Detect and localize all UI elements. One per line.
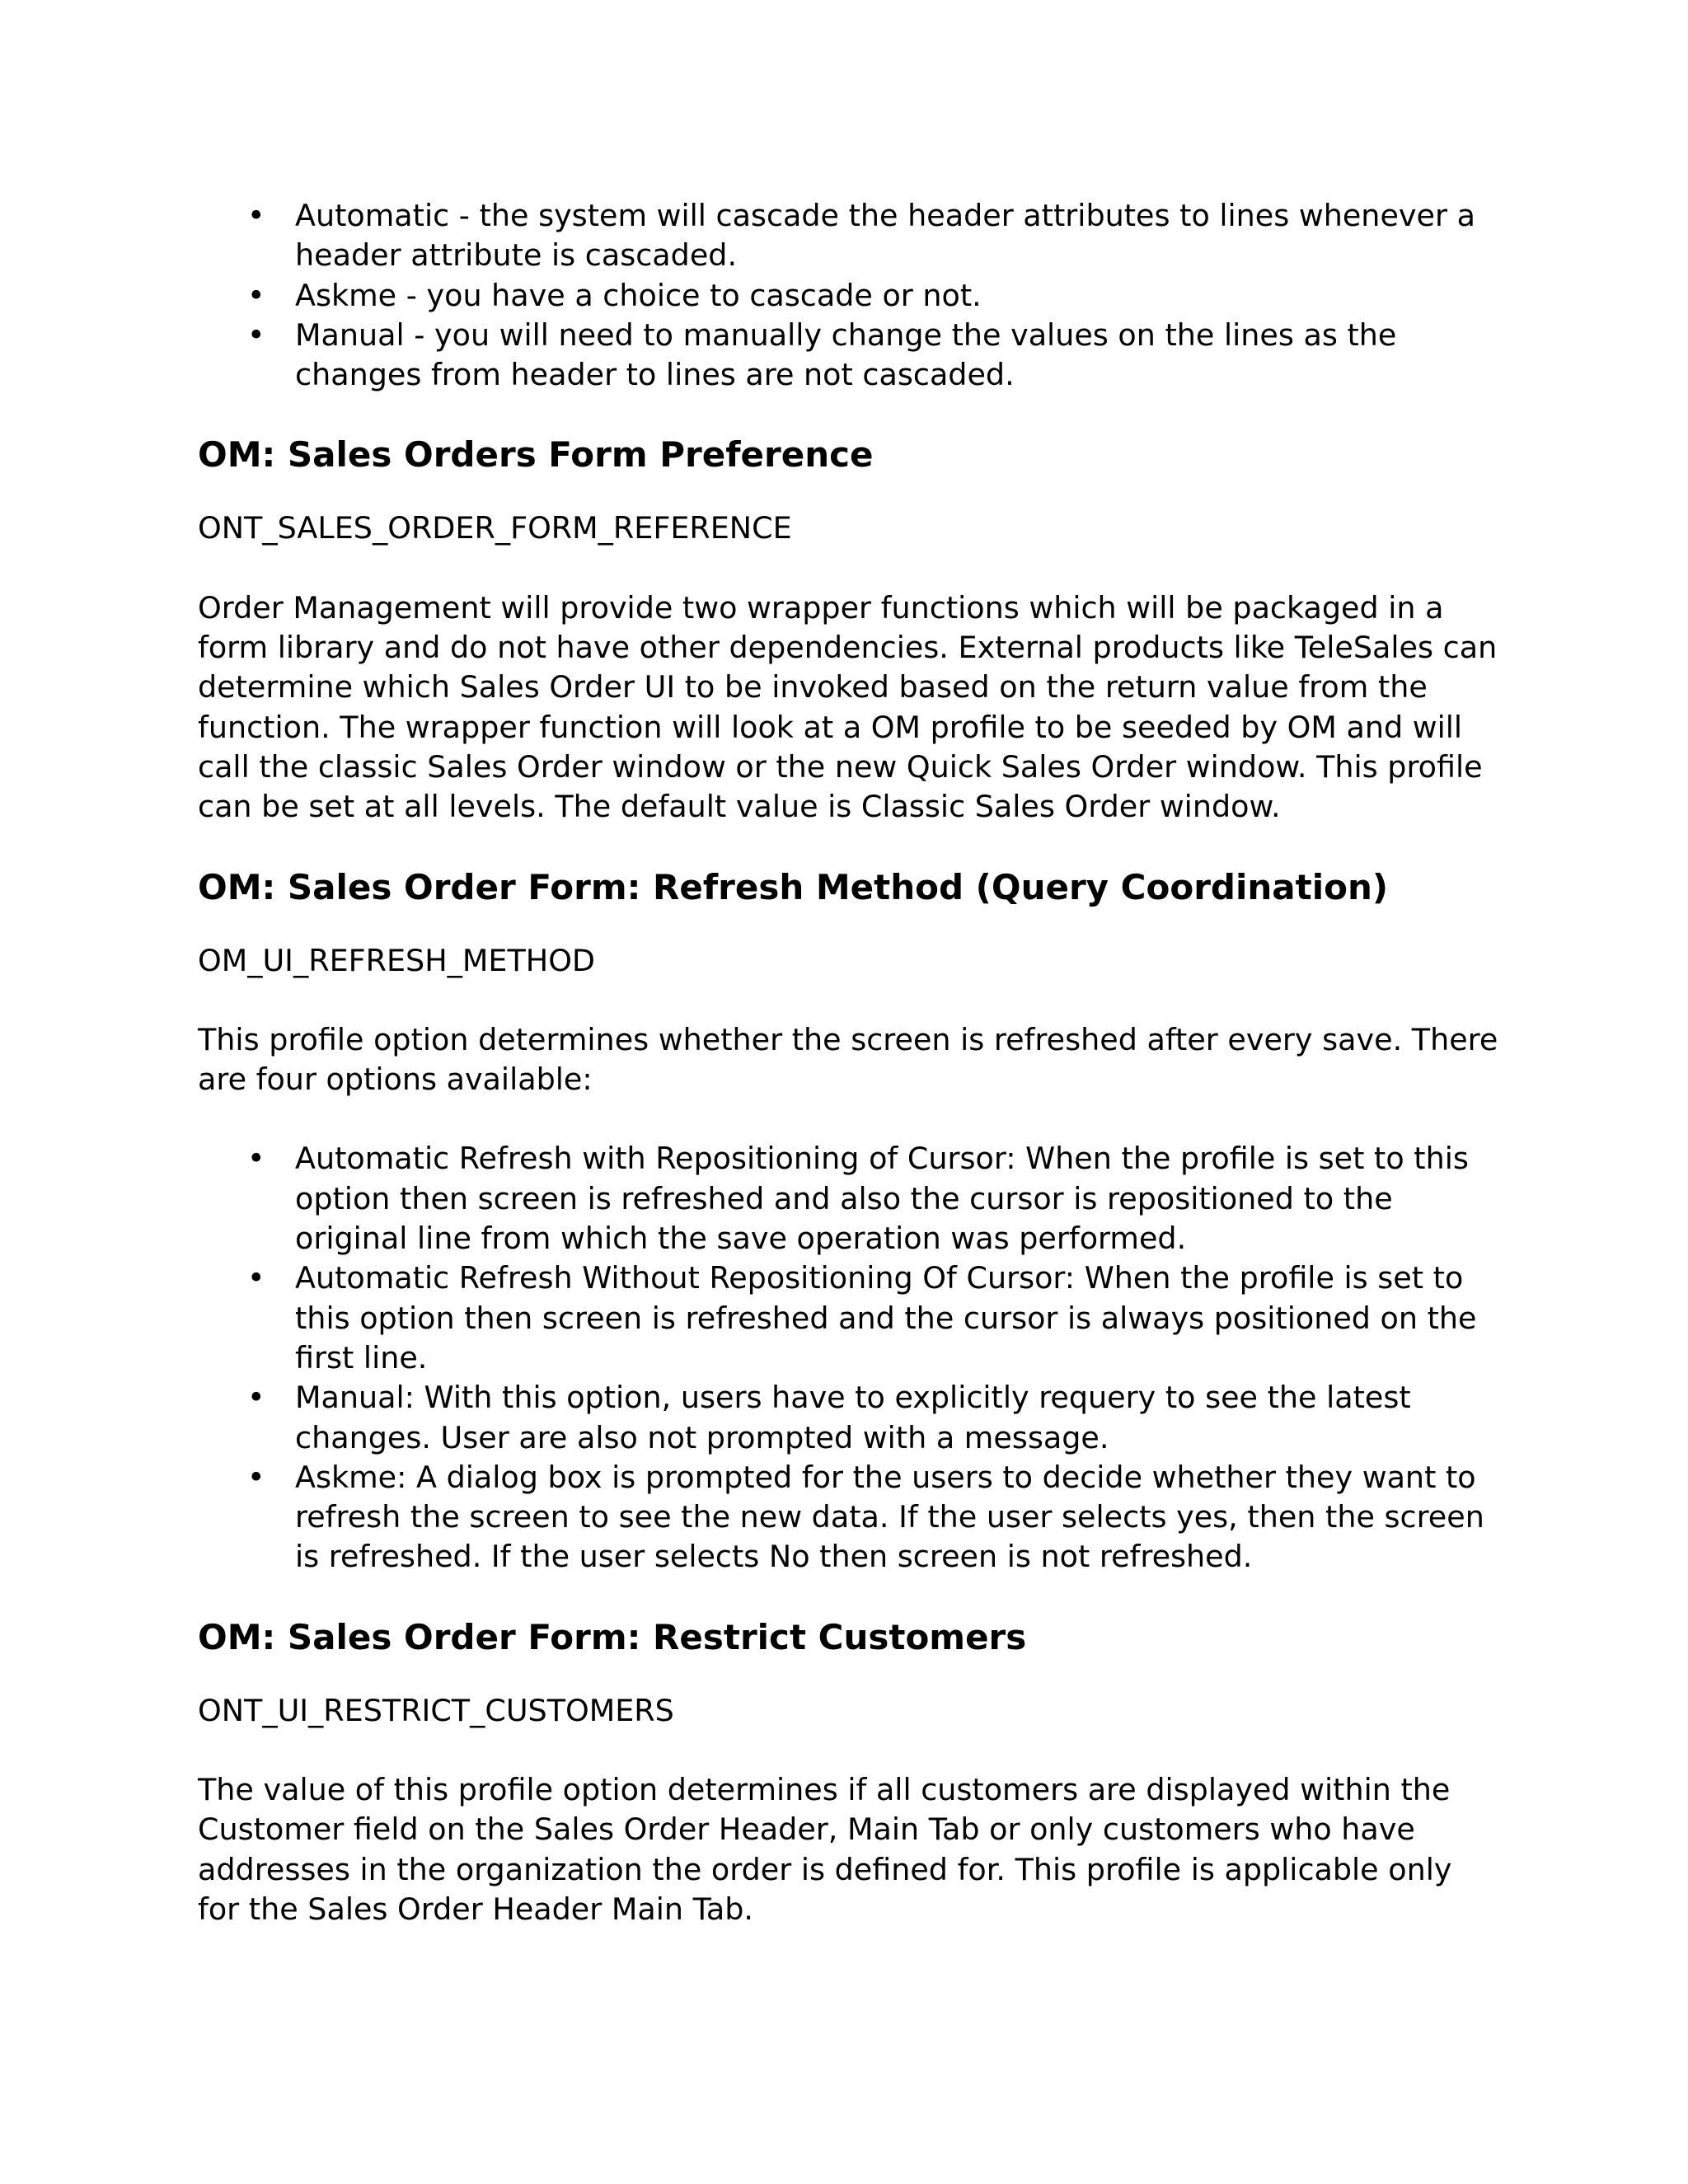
section-body-form-preference: Order Management will provide two wrapper functions which will be packaged in a form library and do not have other dependencies. External products like TeleSales can determine which Sales Order UI to be invoked based on the return value from the function. The wrapper function will look at a OM profile to be seeded by OM and will call the classic Sales Order window or the new Quick Sales Order window. This profile can be set at all levels. The default value is Classic Sales Order window. <box>198 589 1498 825</box>
refresh-options-list <box>198 1139 1500 1577</box>
list-item <box>198 1378 1500 1458</box>
section-heading-form-preference: OM: Sales Orders Form Preference <box>198 434 874 476</box>
bullet-icon: • <box>247 198 265 233</box>
list-item-text: Askme - you have a choice to cascade or not. <box>295 277 982 313</box>
bullet-icon: • <box>247 277 265 313</box>
list-item <box>198 1258 1500 1378</box>
bullet-icon: • <box>247 316 265 353</box>
list-item-text: Automatic Refresh with Repositioning of Cursor: When the profile is set to this option then screen is refreshed and also the cursor is repositioned to the original line from which the save operation was performed. <box>295 1141 1469 1257</box>
bullet-icon: • <box>247 1380 265 1416</box>
list-item-text: Automatic - the system will cascade the header attributes to lines whenever a header attribute is cascaded. <box>295 198 1475 274</box>
list-item <box>198 196 1500 276</box>
section-heading-refresh-method: OM: Sales Order Form: Refresh Method (Query Coordination) <box>198 866 1389 907</box>
bullet-icon: • <box>247 1459 265 1495</box>
document-page <box>198 196 1500 1969</box>
section-heading-restrict-customers: OM: Sales Order Form: Restrict Customers <box>198 1616 1027 1657</box>
profile-code-restrict-customers: ONT_UI_RESTRICT_CUSTOMERS <box>198 1692 674 1728</box>
cascade-options-list <box>198 196 1500 395</box>
profile-code-refresh-method: OM_UI_REFRESH_METHOD <box>198 942 596 978</box>
bullet-icon: • <box>247 1260 265 1296</box>
list-item <box>198 1139 1500 1258</box>
list-item-text: Manual - you will need to manually change the values on the lines as the changes from header to lines are not cascaded. <box>295 316 1397 393</box>
list-item <box>198 1458 1500 1577</box>
bullet-icon: • <box>247 1141 265 1177</box>
list-item-text: Automatic Refresh Without Repositioning Of Cursor: When the profile is set to this option then screen is refreshed and the cursor is always positioned on the first line. <box>295 1260 1477 1376</box>
section-body-refresh-method: This profile option determines whether the screen is refreshed after every save. There are four options available: <box>198 1021 1498 1098</box>
list-item <box>198 276 1500 316</box>
profile-code-form-preference: ONT_SALES_ORDER_FORM_REFERENCE <box>198 510 792 546</box>
list-item-text: Askme: A dialog box is prompted for the users to decide whether they want to refresh the screen to see the new data. If the user selects yes, then the screen is refreshed. If the user selects No then screen is not refreshed. <box>295 1459 1484 1575</box>
section-body-restrict-customers: The value of this profile option determines if all customers are displayed within the Customer field on the Sales Order Header, Main Tab or only customers who have addresses in the organization the order is defined for. This profile is applicable only for the Sales Order Header Main Tab. <box>198 1772 1452 1927</box>
list-item-text: Manual: With this option, users have to explicitly requery to see the latest changes. User are also not prompted with a message. <box>295 1380 1411 1455</box>
list-item <box>198 316 1500 396</box>
